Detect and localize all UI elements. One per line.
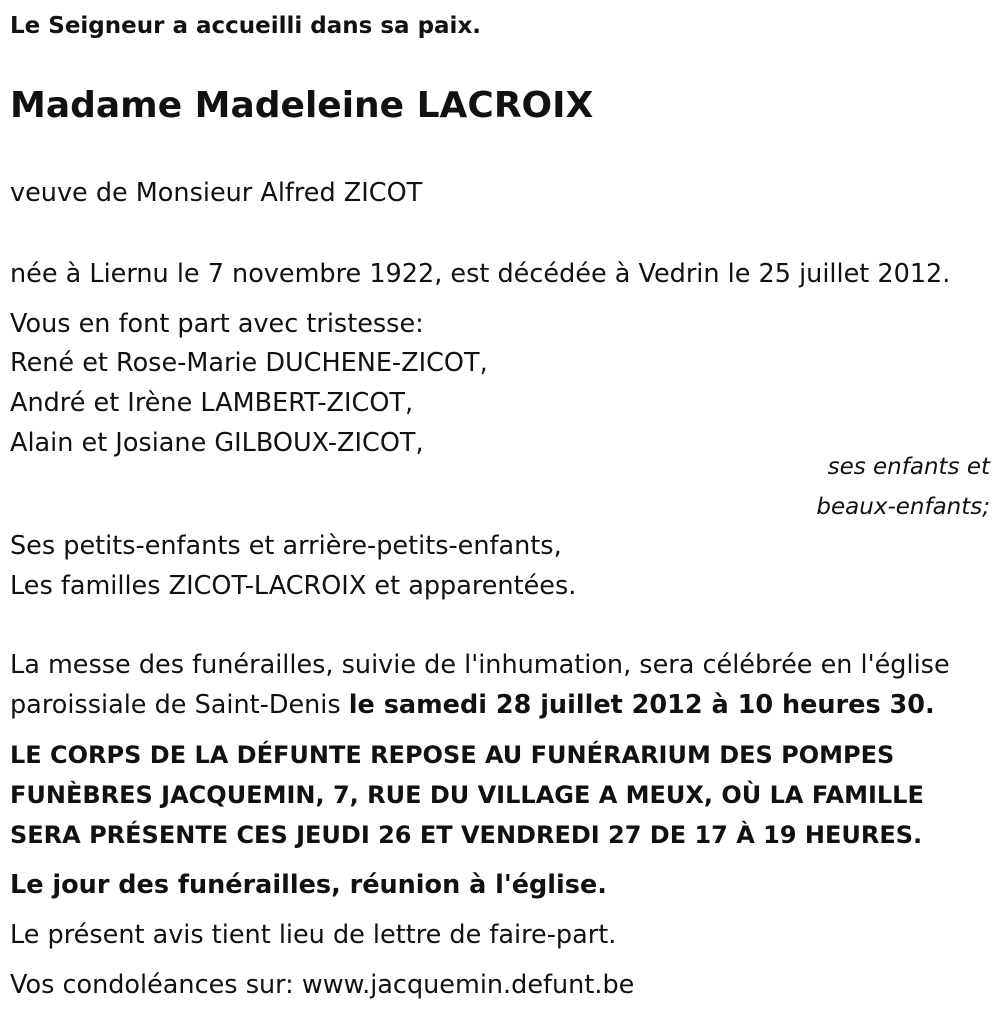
opening-line: Le Seigneur a accueilli dans sa paix. xyxy=(10,13,482,39)
child-line-1: René et Rose-Marie DUCHENE-ZICOT, xyxy=(10,348,488,378)
body-repose-line-3: SERA PRÉSENTE CES JEUDI 26 ET VENDREDI 27 DE 17 À 19 HEURES. xyxy=(10,821,923,849)
grandchildren-line: Ses petits-enfants et arrière-petits-enfants, xyxy=(10,531,562,561)
mass-line-2 xyxy=(10,685,935,725)
mass-line-1: La messe des funérailles, suivie de l'inhumation, sera célébrée en l'église xyxy=(10,650,950,680)
in-lieu-line: Le présent avis tient lieu de lettre de faire-part. xyxy=(10,920,617,950)
child-line-2: André et Irène LAMBERT-ZICOT, xyxy=(10,388,414,418)
announcement-intro: Vous en font part avec tristesse: xyxy=(10,309,424,339)
body-repose-line-2: FUNÈBRES JACQUEMIN, 7, RUE DU VILLAGE A MEUX, OÙ LA FAMILLE xyxy=(10,781,924,809)
families-line: Les familles ZICOT-LACROIX et apparentées. xyxy=(10,571,577,601)
condolences-line xyxy=(10,965,634,1005)
mass-location: paroissiale de Saint-Denis xyxy=(10,690,349,720)
deceased-name: Madame Madeleine LACROIX xyxy=(10,85,594,126)
condolences-label: Vos condoléances sur: xyxy=(10,970,302,1000)
body-repose-line-1: LE CORPS DE LA DÉFUNTE REPOSE AU FUNÉRARIUM DES POMPES xyxy=(10,741,895,769)
birth-death-line: née à Liernu le 7 novembre 1922, est décédée à Vedrin le 25 juillet 2012. xyxy=(10,259,951,289)
children-role-line-1: ses enfants et xyxy=(827,454,990,480)
mass-date-time: le samedi 28 juillet 2012 à 10 heures 30. xyxy=(348,690,935,720)
children-role-line-2: beaux-enfants; xyxy=(816,494,990,520)
condolences-link[interactable]: www.jacquemin.defunt.be xyxy=(301,970,635,1000)
child-line-3: Alain et Josiane GILBOUX-ZICOT, xyxy=(10,428,424,458)
meeting-line: Le jour des funérailles, réunion à l'église. xyxy=(10,870,607,900)
widow-of-line: veuve de Monsieur Alfred ZICOT xyxy=(10,178,423,208)
